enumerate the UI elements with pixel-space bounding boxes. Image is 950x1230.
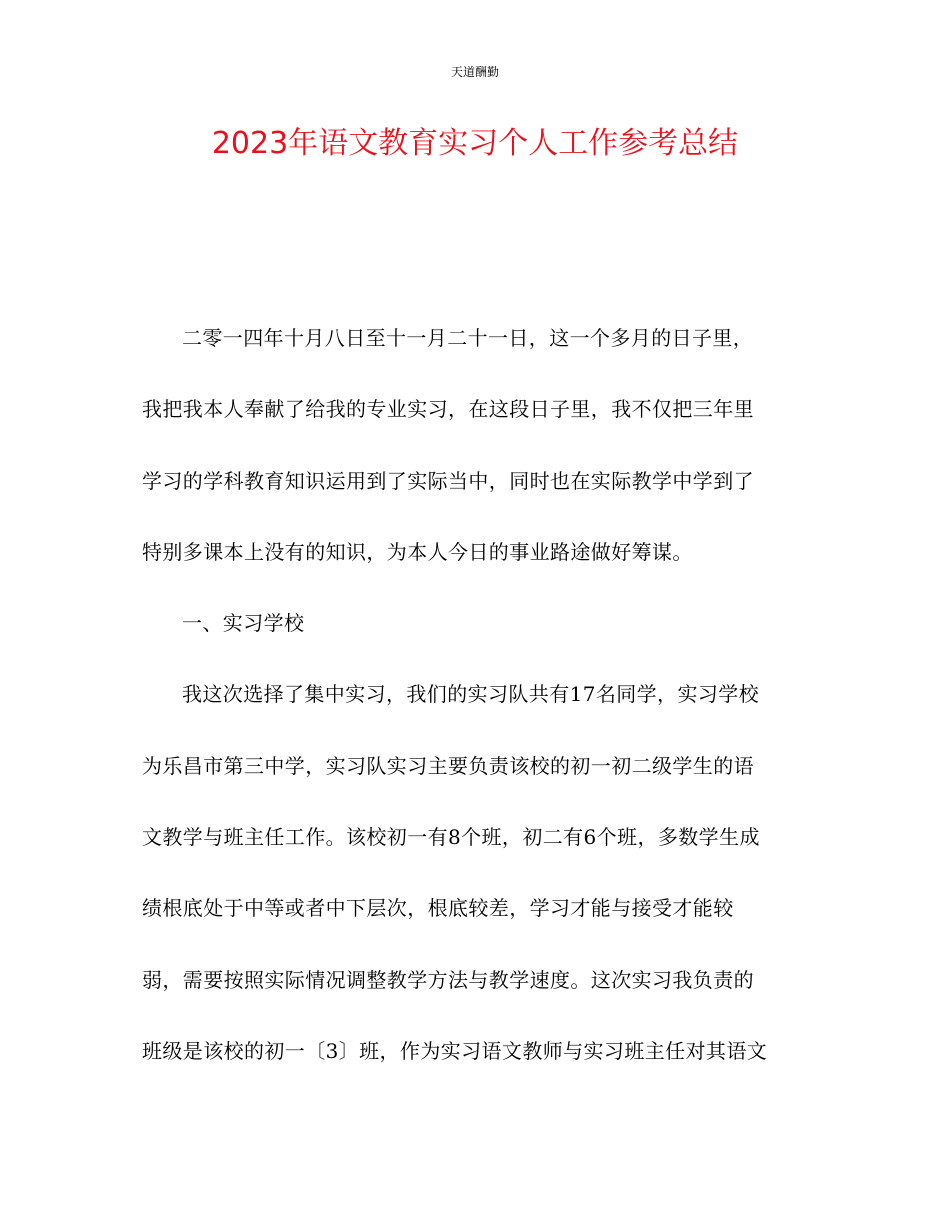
document-title: 2023年语文教育实习个人工作参考总结	[211, 126, 739, 161]
paragraph-line: 班级是该校的初一〔3〕班，作为实习语文教师与实习班主任对其语文	[142, 1038, 768, 1063]
section-heading: 一、实习学校	[182, 611, 305, 636]
paragraph-line: 二零一四年十月八日至十一月二十一日，这一个多月的日子里，	[182, 326, 754, 350]
paragraph-line: 为乐昌市第三中学，实习队实习主要负责该校的初一初二级学生的语	[142, 753, 754, 778]
document-body	[142, 318, 814, 1102]
paragraph-line: 学习的学科教育知识运用到了实际当中，同时也在实际教学中学到了	[142, 468, 754, 493]
page-header: 天道酬勤	[450, 65, 499, 79]
paragraph-line: 我把我本人奉献了给我的专业实习，在这段日子里，我不仅把三年里	[142, 397, 754, 422]
paragraph-line: 特别多课本上没有的知识，为本人今日的事业路途做好筹谋。	[142, 539, 693, 564]
paragraph-line: 弱，需要按照实际情况调整教学方法与教学速度。这次实习我负责的	[142, 967, 754, 992]
paragraph-line: 文教学与班主任工作。该校初一有8个班，初二有6个班，多数学生成	[142, 825, 760, 850]
paragraph-line: 绩根底处于中等或者中下层次，根底较差，学习才能与接受才能较	[142, 896, 734, 921]
paragraph-line: 我这次选择了集中实习，我们的实习队共有17名同学，实习学校	[182, 682, 760, 707]
